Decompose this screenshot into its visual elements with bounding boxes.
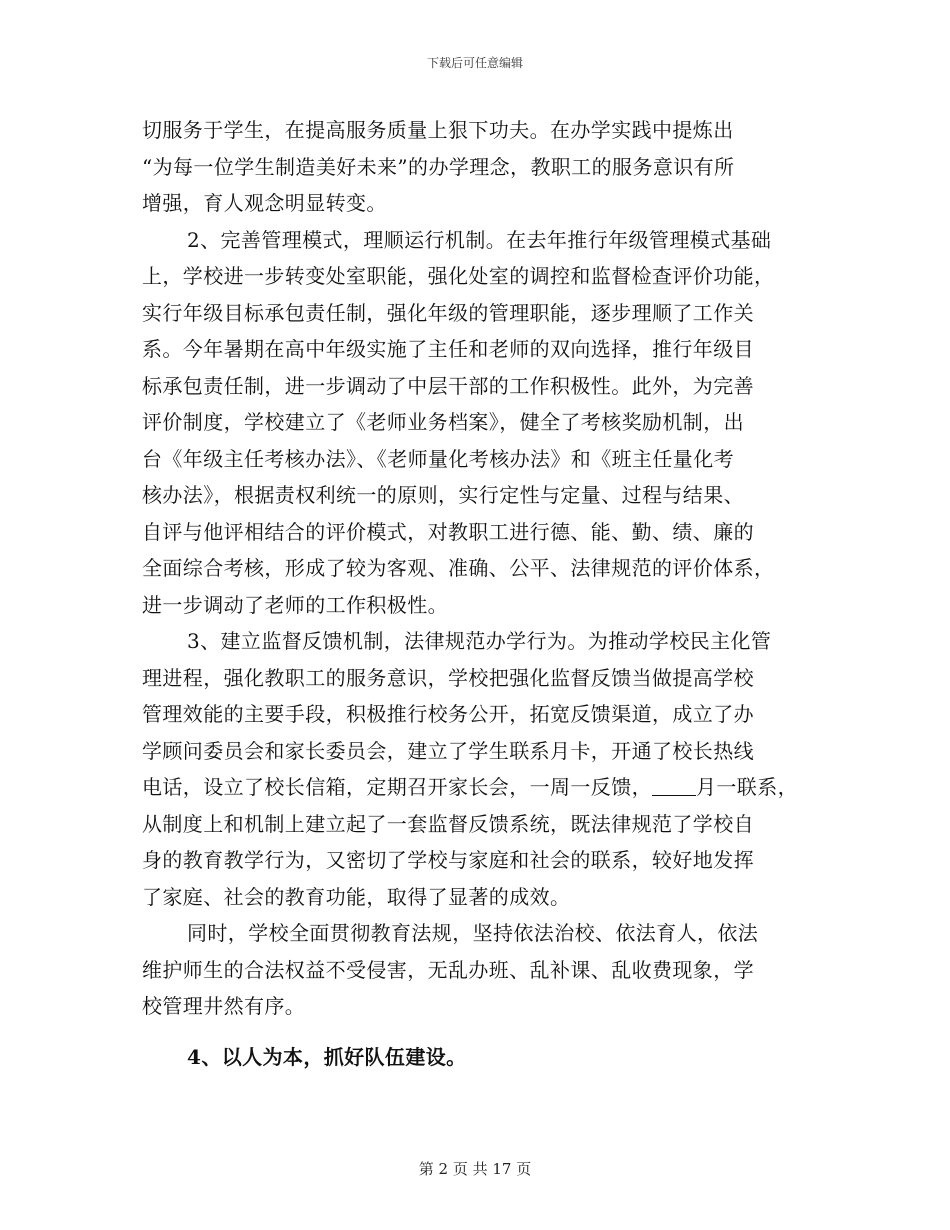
text-line: 了家庭、社会的教育功能，取得了显著的成效。	[142, 884, 571, 909]
document-body	[142, 112, 817, 1075]
text-line: 评价制度，学校建立了《老师业务档案》，健全了考核奖励机制，出	[142, 410, 744, 434]
page-footer: 第 2 页 共 17 页	[418, 1160, 532, 1178]
text-line: 标承包责任制，进一步调动了中层干部的工作积极性。此外，为完善	[142, 373, 754, 398]
text-before-blank: 电话，设立了校长信箱，定期召开家长会，一周一反馈，	[142, 775, 652, 799]
text-line: 核办法》，根据责权利统一的原则，实行定性与定量、过程与结果、	[142, 483, 744, 507]
text-line: “为每一位学生制造美好未来”的办学理念，教职工的服务意识有所	[142, 154, 735, 179]
text-line: 校管理井然有序。	[142, 994, 306, 1018]
text-line: 维护师生的合法权益不受侵害，无乱办班、乱补课、乱收费现象，学	[142, 957, 754, 982]
text-line: 管理效能的主要手段，积极推行校务公开，拓宽反馈渠道，成立了办	[142, 702, 754, 726]
text-line: 台《年级主任考核办法》、《老师量化考核办法》和《班主任量化考	[142, 446, 734, 471]
text-line: 学顾问委员会和家长委员会，建立了学生联系月卡，开通了校长热线	[142, 738, 754, 763]
text-line: 进一步调动了老师的工作积极性。	[142, 592, 448, 617]
text-after-blank: 月一联系，	[696, 775, 798, 799]
text-line: 增强，育人观念明显转变。	[142, 191, 387, 215]
text-line: 系。今年暑期在高中年级实施了主任和老师的双向选择，推行年级目	[142, 337, 754, 361]
text-line: 自评与他评相结合的评价模式，对教职工进行德、能、勤、绩、廉的	[142, 519, 754, 544]
text-line: 上，学校进一步转变处室职能，强化处室的调控和监督检查评价功能，	[142, 264, 775, 288]
paragraph-start-line: 3、建立监督反馈机制，法律规范办学行为。为推动学校民主化管	[187, 629, 772, 653]
fill-in-blank	[652, 775, 696, 796]
text-line: 全面综合考核，形成了较为客观、准确、公平、法律规范的评价体系，	[142, 556, 775, 580]
text-line: 理进程，强化教职工的服务意识，学校把强化监督反馈当做提高学校	[142, 665, 754, 690]
text-line: 实行年级目标承包责任制，强化年级的管理职能，逐步理顺了工作关	[142, 300, 754, 325]
text-line: 身的教育教学行为，又密切了学校与家庭和社会的联系，较好地发挥	[142, 848, 754, 872]
paragraph-start-line: 同时，学校全面贯彻教育法规，坚持依法治校、依法育人，依法	[187, 921, 759, 945]
page-header: 下载后可任意编辑	[426, 56, 523, 70]
paragraph-start-line: 2、完善管理模式，理顺运行机制。在去年推行年级管理模式基础	[187, 227, 772, 252]
text-line-with-blank	[142, 769, 817, 806]
section-heading: 4、以人为本，抓好队伍建设。	[187, 1044, 467, 1069]
text-line: 切服务于学生，在提高服务质量上狠下功夫。在办学实践中提炼出	[142, 118, 734, 142]
text-line: 从制度上和机制上建立起了一套监督反馈系统，既法律规范了学校自	[142, 811, 754, 836]
